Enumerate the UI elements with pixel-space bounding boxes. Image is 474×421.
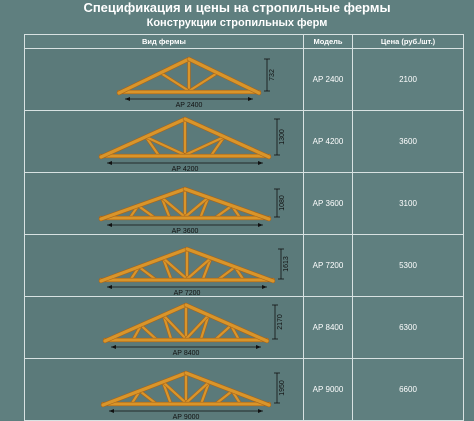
- arrow-right-icon: [258, 223, 263, 227]
- page-title: Спецификация и цены на стропильные фермы: [83, 0, 391, 15]
- arrow-left-icon: [111, 345, 116, 349]
- model-cell: АР 9000: [304, 359, 353, 421]
- height-label: 1300: [279, 129, 286, 145]
- truss-diagram: [25, 49, 304, 111]
- truss-member: [101, 249, 187, 281]
- truss-member: [139, 267, 155, 279]
- arrow-right-icon: [248, 97, 253, 101]
- table-row: [25, 297, 464, 359]
- height-label: 732: [269, 69, 276, 81]
- truss-member: [217, 391, 232, 403]
- height-label: 1080: [279, 195, 286, 211]
- truss-member: [185, 189, 269, 219]
- model-cell: АР 2400: [304, 49, 353, 111]
- arrow-left-icon: [107, 223, 112, 227]
- price-cell: 3100: [353, 173, 464, 235]
- model-cell: АР 4200: [304, 111, 353, 173]
- truss-image-cell: [25, 297, 304, 359]
- truss-member: [219, 267, 235, 279]
- header-truss-type: Вид фермы: [25, 35, 304, 49]
- price-cell: 6600: [353, 359, 464, 421]
- truss-member: [189, 59, 259, 93]
- arrow-right-icon: [258, 161, 263, 165]
- height-label: 2170: [277, 314, 284, 330]
- truss-diagram: [25, 359, 304, 421]
- arrow-right-icon: [262, 285, 267, 289]
- truss-member: [186, 305, 267, 341]
- truss-member: [119, 59, 189, 93]
- truss-member: [189, 73, 217, 91]
- truss-member: [216, 206, 232, 217]
- truss-image-cell: [25, 235, 304, 297]
- truss-member: [141, 325, 156, 339]
- truss-table: [24, 34, 464, 421]
- truss-diagram: [25, 235, 304, 297]
- span-label: АР 8400: [172, 350, 200, 357]
- table-row: [25, 49, 464, 111]
- truss-member: [186, 373, 269, 405]
- price-cell: 2100: [353, 49, 464, 111]
- model-cell: АР 3600: [304, 173, 353, 235]
- table-row: [25, 173, 464, 235]
- span-label: АР 7200: [173, 290, 201, 297]
- price-cell: 3600: [353, 111, 464, 173]
- span-label: АР 2400: [175, 102, 203, 109]
- truss-diagram: [25, 111, 304, 173]
- arrow-right-icon: [258, 409, 263, 413]
- model-cell: АР 7200: [304, 235, 353, 297]
- truss-member: [103, 373, 186, 405]
- arrow-left-icon: [107, 285, 112, 289]
- truss-image-cell: [25, 111, 304, 173]
- truss-image-cell: [25, 359, 304, 421]
- height-label: 1950: [279, 380, 286, 396]
- truss-member: [140, 391, 155, 403]
- page-subtitle: Конструкции стропильных ферм: [146, 17, 328, 29]
- price-cell: 6300: [353, 297, 464, 359]
- truss-member: [105, 305, 186, 341]
- arrow-left-icon: [107, 161, 112, 165]
- truss-member: [161, 73, 189, 91]
- truss-member: [101, 119, 185, 157]
- span-label: АР 3600: [171, 228, 199, 235]
- table-row: [25, 235, 464, 297]
- truss-member: [101, 189, 185, 219]
- arrow-left-icon: [109, 409, 114, 413]
- header-model: Модель: [304, 35, 353, 49]
- span-label: АР 9000: [172, 414, 200, 421]
- truss-image-cell: [25, 173, 304, 235]
- arrow-left-icon: [125, 97, 130, 101]
- truss-image-cell: [25, 49, 304, 111]
- table-header: [25, 35, 464, 49]
- height-label: 1613: [283, 256, 290, 272]
- truss-member: [138, 206, 154, 217]
- truss-member: [185, 119, 269, 157]
- arrow-right-icon: [256, 345, 261, 349]
- price-cell: 5300: [353, 235, 464, 297]
- table-row: [25, 111, 464, 173]
- model-cell: АР 8400: [304, 297, 353, 359]
- truss-member: [187, 249, 273, 281]
- truss-diagram: [25, 173, 304, 235]
- truss-diagram: [25, 297, 304, 359]
- header-price: Цена (руб./шт.): [353, 35, 464, 49]
- span-label: АР 4200: [171, 166, 199, 173]
- table-row: [25, 359, 464, 421]
- truss-member: [216, 325, 231, 339]
